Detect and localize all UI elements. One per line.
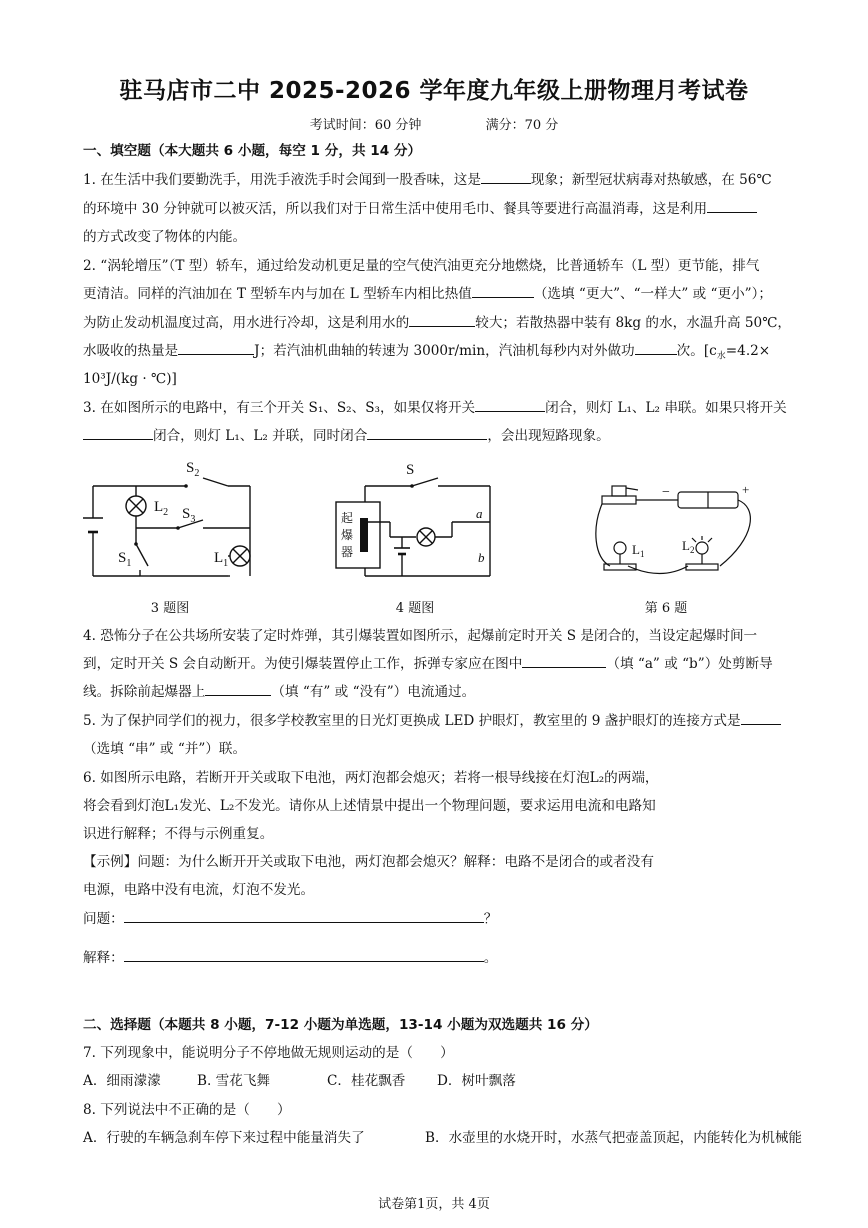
q6-answer-label: 解释： (83, 950, 124, 966)
fig3-label-S1: $S_1$ (118, 550, 132, 569)
fig6-label-L2: $L_2$ (682, 538, 695, 555)
q6-question-label: 问题： (83, 911, 124, 927)
q2-text-f: J；若汽油机曲轴的转速为 3000r/min，汽油机每秒内对外做功 (254, 343, 635, 359)
q6-answer-end: 。 (483, 950, 498, 966)
q2-line1: 2. “涡轮增压”（T 型）轿车，通过给发动机更足量的空气使汽油更充分地燃烧，比普通轿车（L 型）更节能，排气 (83, 258, 760, 274)
q6-line1: 6. 如图所示电路，若断开开关或取下电池，两灯泡都会熄灭；若将一根导线接在灯泡L₂的两端， (83, 770, 659, 786)
q2-text-g: 次。[c (676, 343, 717, 359)
q2-text-d: 较大；若散热器中装有 8kg 的水，水温升高 50℃， (475, 315, 791, 331)
q6-question-row (83, 909, 853, 929)
q6-line3: 识进行解释；不得与示例重复。 (83, 826, 274, 842)
q1-text-b: 现象；新型冠状病毒对热敏感，在 56℃ (530, 172, 772, 188)
q5-line2: （选填 “串” 或 “并”）联。 (83, 741, 247, 757)
q6-answer-row (83, 948, 853, 968)
figure-4-caption: 4 题图 (395, 601, 435, 616)
q3-text-d: ，会出现短路现象。 (487, 428, 610, 444)
q4-text-d: （填 “有” 或 “没有”）电流通过。 (271, 684, 476, 700)
fig4-box-text-2: 爆 (341, 528, 354, 542)
figure-6-circuit (590, 478, 760, 584)
q4-blank-1[interactable] (522, 654, 606, 668)
q2-blank-3[interactable] (178, 341, 254, 355)
q2-text-h: =4.2× (725, 343, 771, 359)
figure-6-caption: 第 6 题 (644, 601, 688, 616)
q5-blank-1[interactable] (741, 711, 781, 725)
q5-line1 (83, 711, 853, 731)
q3-blank-3[interactable] (367, 426, 487, 440)
q2-blank-1[interactable] (472, 284, 534, 298)
q7-options (83, 1071, 853, 1091)
q4-text-b: （填 “a” 或 “b”）处剪断导 (606, 656, 773, 672)
q7-option-b[interactable]: B. 雪花飞舞 (197, 1073, 271, 1089)
q4-text-c: 线。拆除前起爆器上 (83, 684, 206, 700)
q2-blank-4[interactable] (635, 341, 677, 355)
section-2-heading: 二、选择题（本题共 8 小题，7-12 小题为单选题，13-14 小题为双选题共 16 分） (83, 1017, 598, 1033)
exam-score: 满分：70 分 (485, 118, 559, 133)
q6-example-line1: 【示例】问题：为什么断开开关或取下电池，两灯泡都会熄灭？解释：电路不是闭合的或者没有 (83, 854, 654, 870)
q4-text-a: 到，定时开关 S 会自动断开。为使引爆装置停止工作，拆弹专家应在图中 (83, 656, 523, 672)
q8-stem: 8. 下列说法中不正确的是（ ） (83, 1102, 291, 1118)
q4-line3 (83, 682, 853, 702)
fig4-box-text-1: 起 (341, 511, 354, 525)
fig3-label-L1: $L_1$ (214, 550, 229, 569)
q1-blank-1[interactable] (481, 170, 531, 184)
q3-text-c: 闭合，则灯 L₁、L₂ 并联，同时闭合 (153, 428, 368, 444)
fig4-box-text-3: 器 (341, 545, 354, 559)
figure-3-circuit (78, 458, 268, 588)
q1-text-a: 1. 在生活中我们要勤洗手，用洗手液洗手时会闻到一股香味，这是 (83, 172, 481, 188)
q2-blank-2[interactable] (409, 313, 475, 327)
q2-line4 (83, 341, 853, 367)
q1-blank-2[interactable] (707, 199, 757, 213)
fig3-label-L2: $L_2$ (154, 499, 169, 518)
fig6-minus: − (662, 485, 670, 500)
q2-line3 (83, 313, 853, 333)
q3-line2 (83, 426, 853, 446)
q6-answer-input[interactable] (124, 948, 484, 962)
q8-option-b[interactable]: B．水壶里的水烧开时，水蒸气把壶盖顶起，内能转化为机械能 (425, 1130, 803, 1146)
q3-text-b: 闭合，则灯 L₁、L₂ 串联。如果只将开关 (545, 400, 787, 416)
q2-text-c: 为防止发动机温度过高，用水进行冷却，这是利用水的 (83, 315, 410, 331)
exam-title: 驻马店市二中 2025-2026 学年度九年级上册物理月考试卷 (119, 78, 749, 104)
q7-option-a[interactable]: A．细雨濛濛 (83, 1073, 161, 1089)
q3-blank-1[interactable] (475, 398, 545, 412)
fig3-label-S3: $S_3$ (182, 506, 196, 525)
fig4-label-a: a (476, 506, 483, 521)
q2-line2 (83, 284, 853, 304)
q1-line3: 的方式改变了物体的内能。 (83, 229, 247, 245)
q7-option-d[interactable]: D．树叶飘落 (437, 1073, 516, 1089)
q4-line2 (83, 654, 853, 674)
q3-line1 (83, 398, 853, 418)
q7-option-c[interactable]: C．桂花飘香 (327, 1073, 406, 1089)
fig3-label-S2: $S_2$ (186, 460, 200, 479)
q6-question-input[interactable] (124, 909, 484, 923)
fig6-label-L1: $L_1$ (632, 542, 645, 559)
fig6-plus: + (742, 482, 750, 497)
q6-question-end: ？ (483, 911, 498, 927)
q3-blank-2[interactable] (83, 426, 153, 440)
q2-line5: 10³J/(kg · ℃)] (83, 371, 177, 387)
q2-text-e: 水吸收的热量是 (83, 343, 179, 359)
q8-option-a[interactable]: A．行驶的车辆急刹车停下来过程中能量消失了 (83, 1130, 365, 1146)
q6-line2: 将会看到灯泡L₁发光、L₂不发光。请你从上述情景中提出一个物理问题，要求运用电流和电路知 (83, 798, 656, 814)
q6-example-line2: 电源，电路中没有电流，灯泡不发光。 (83, 882, 315, 898)
exam-time: 考试时间：60 分钟 (309, 118, 422, 133)
q1-text-c: 的环境中 30 分钟就可以被灭活，所以我们对于日常生活中使用毛巾、餐具等要进行高温消毒，这是利用 (83, 201, 708, 217)
q1-line1 (83, 170, 853, 190)
q2-text-a: 更清洁。同样的汽油加在 T 型轿车内与加在 L 型轿车内相比热值 (83, 286, 472, 302)
q1-line2 (83, 199, 853, 219)
figure-3-caption: 3 题图 (150, 601, 190, 616)
exam-meta (0, 114, 868, 133)
section-1-heading: 一、填空题（本大题共 6 小题，每空 1 分，共 14 分） (83, 143, 422, 159)
fig4-label-b: b (478, 550, 485, 565)
q5-text-a: 5. 为了保护同学们的视力，很多学校教室里的日光灯更换成 LED 护眼灯，教室里的 9 盏护眼灯的连接方式是 (83, 713, 741, 729)
q3-text-a: 3. 在如图所示的电路中，有三个开关 S₁、S₂、S₃，如果仅将开关 (83, 400, 476, 416)
q2-text-b: （选填 “更大”、“一样大” 或 “更小”）； (533, 286, 772, 302)
q4-blank-2[interactable] (205, 682, 271, 696)
page-footer: 试卷第1页，共 4页 (378, 1197, 490, 1212)
q2-sub-water: 水 (716, 351, 726, 362)
q8-options (83, 1128, 853, 1148)
q4-line1: 4. 恐怖分子在公共场所安装了定时炸弹，其引爆装置如图所示，起爆前定时开关 S 是闭合的，当设定起爆时间一 (83, 628, 758, 644)
figure-4-circuit (330, 462, 500, 588)
q7-stem: 7. 下列现象中，能说明分子不停地做无规则运动的是（ ） (83, 1045, 454, 1061)
fig4-label-S: S (406, 462, 415, 478)
